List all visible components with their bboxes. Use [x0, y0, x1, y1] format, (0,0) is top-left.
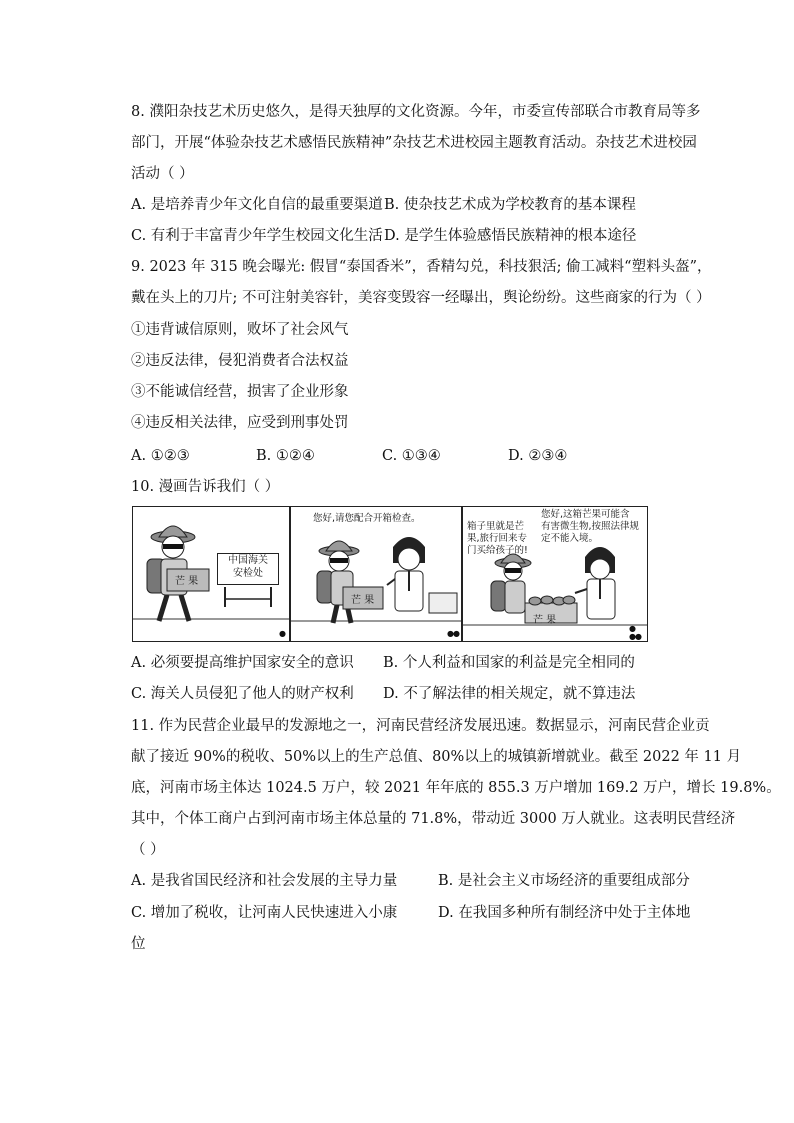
q9-option-a: A. ①②③ — [131, 448, 190, 464]
officer-speech-bubble-1: 您好,请您配合开箱检查。 — [313, 513, 421, 524]
q8-stem-line-1: 8. 濮阳杂技艺术历史悠久，是得天独厚的文化资源。今年，市委宣传部联合市教育局等多 — [131, 104, 701, 120]
q10-option-b: B. 个人利益和国家的利益是完全相同的 — [383, 655, 635, 671]
q9-stem-line-1: 9. 2023 年 315 晚会曝光: 假冒“泰国香米”，香精勾兑，科技狠活; 偷工减料“塑料头盔”， — [131, 259, 712, 275]
officer-speech-bubble-2 — [541, 509, 639, 545]
mango-box-label-1: 芒 果 — [175, 576, 199, 587]
q9-statement-2: ②违反法律，侵犯消费者合法权益 — [131, 353, 349, 369]
q8-option-b: B. 使杂技艺术成为学校教育的基本课程 — [384, 197, 636, 213]
q9-statement-1: ①违背诚信原则，败坏了社会风气 — [131, 322, 349, 338]
q8-option-d: D. 是学生体验感悟民族精神的根本途径 — [384, 228, 637, 244]
mango-box-label-3: 芒 果 — [533, 615, 557, 626]
q8-stem-line-3: 活动（ ） — [131, 166, 194, 182]
q11-option-c: C. 增加了税收，让河南人民快速进入小康 — [131, 905, 398, 921]
q9-option-d: D. ②③④ — [508, 448, 568, 464]
mango-box-label-2: 芒 果 — [351, 595, 375, 606]
q10-stem: 10. 漫画告诉我们（ ） — [131, 479, 280, 495]
q9-option-c: C. ①③④ — [382, 448, 441, 464]
q11-stem-line-2: 献了接近 90%的税收、50%以上的生产总值、80%以上的城镇新增就业。截至 2022 年 11 月 — [131, 749, 742, 765]
q10-option-c: C. 海关人员侵犯了他人的财产权利 — [131, 686, 354, 702]
q11-stem-line-1: 11. 作为民营企业最早的发源地之一，河南民营经济发展迅速。数据显示，河南民营企业贡 — [131, 718, 710, 734]
q9-stem-line-2: 戴在头上的刀片; 不可注射美容针，美容变毁容一经曝出，舆论纷纷。这些商家的行为（ ） — [131, 290, 711, 306]
q11-stem-line-3: 底，河南市场主体达 1024.5 万户，较 2021 年年底的 855.3 万户增加 169.2 万户，增长 19.8%。 — [131, 780, 781, 796]
q11-option-d: D. 在我国多种所有制经济中处于主体地 — [438, 905, 691, 921]
q8-option-c: C. 有利于丰富青少年学生校园文化生活 — [131, 228, 383, 244]
q11-option-a: A. 是我省国民经济和社会发展的主导力量 — [131, 873, 398, 889]
traveler-speech-text: 箱子里就是芒 果,旅行回来专 门买给孩子的! — [467, 521, 528, 556]
officer-speech-text: 您好,这箱芒果可能含 有害微生物,按照法律规 定不能入境。 — [541, 509, 640, 544]
q9-statement-4: ④违反相关法律，应受到刑事处罚 — [131, 415, 349, 431]
comic-strip — [132, 506, 646, 642]
customs-sign-text: 中国海关 安检处 — [228, 555, 268, 579]
comic-panel-3 — [462, 506, 648, 642]
q11-option-d-continued: 位 — [131, 936, 146, 952]
q9-option-b: B. ①②④ — [256, 448, 315, 464]
panel-marker-1: ● — [279, 629, 285, 638]
q9-statement-3: ③不能诚信经营，损害了企业形象 — [131, 384, 349, 400]
panel-marker-3: ● ●● — [629, 624, 641, 641]
q10-option-d: D. 不了解法律的相关规定，就不算违法 — [383, 686, 636, 702]
q11-stem-line-5: （ ） — [131, 842, 165, 858]
traveler-speech-bubble — [467, 521, 528, 557]
comic-panel-2 — [290, 506, 462, 642]
q11-stem-line-4: 其中，个体工商户占到河南市场主体总量的 71.8%，带动近 3000 万人就业。这表明民营经济 — [131, 811, 736, 827]
comic-panel-1 — [132, 506, 290, 642]
q11-option-b: B. 是社会主义市场经济的重要组成部分 — [438, 873, 690, 889]
customs-sign — [217, 553, 279, 585]
q8-option-a: A. 是培养青少年文化自信的最重要渠道 — [131, 197, 383, 213]
inspection-scene — [291, 507, 461, 641]
q10-option-a: A. 必须要提高维护国家安全的意识 — [131, 655, 354, 671]
q8-stem-line-2: 部门，开展“体验杂技艺术感悟民族精神”杂技艺术进校园主题教育活动。杂技艺术进校园 — [131, 135, 697, 151]
panel-marker-2: ●● — [447, 629, 459, 638]
